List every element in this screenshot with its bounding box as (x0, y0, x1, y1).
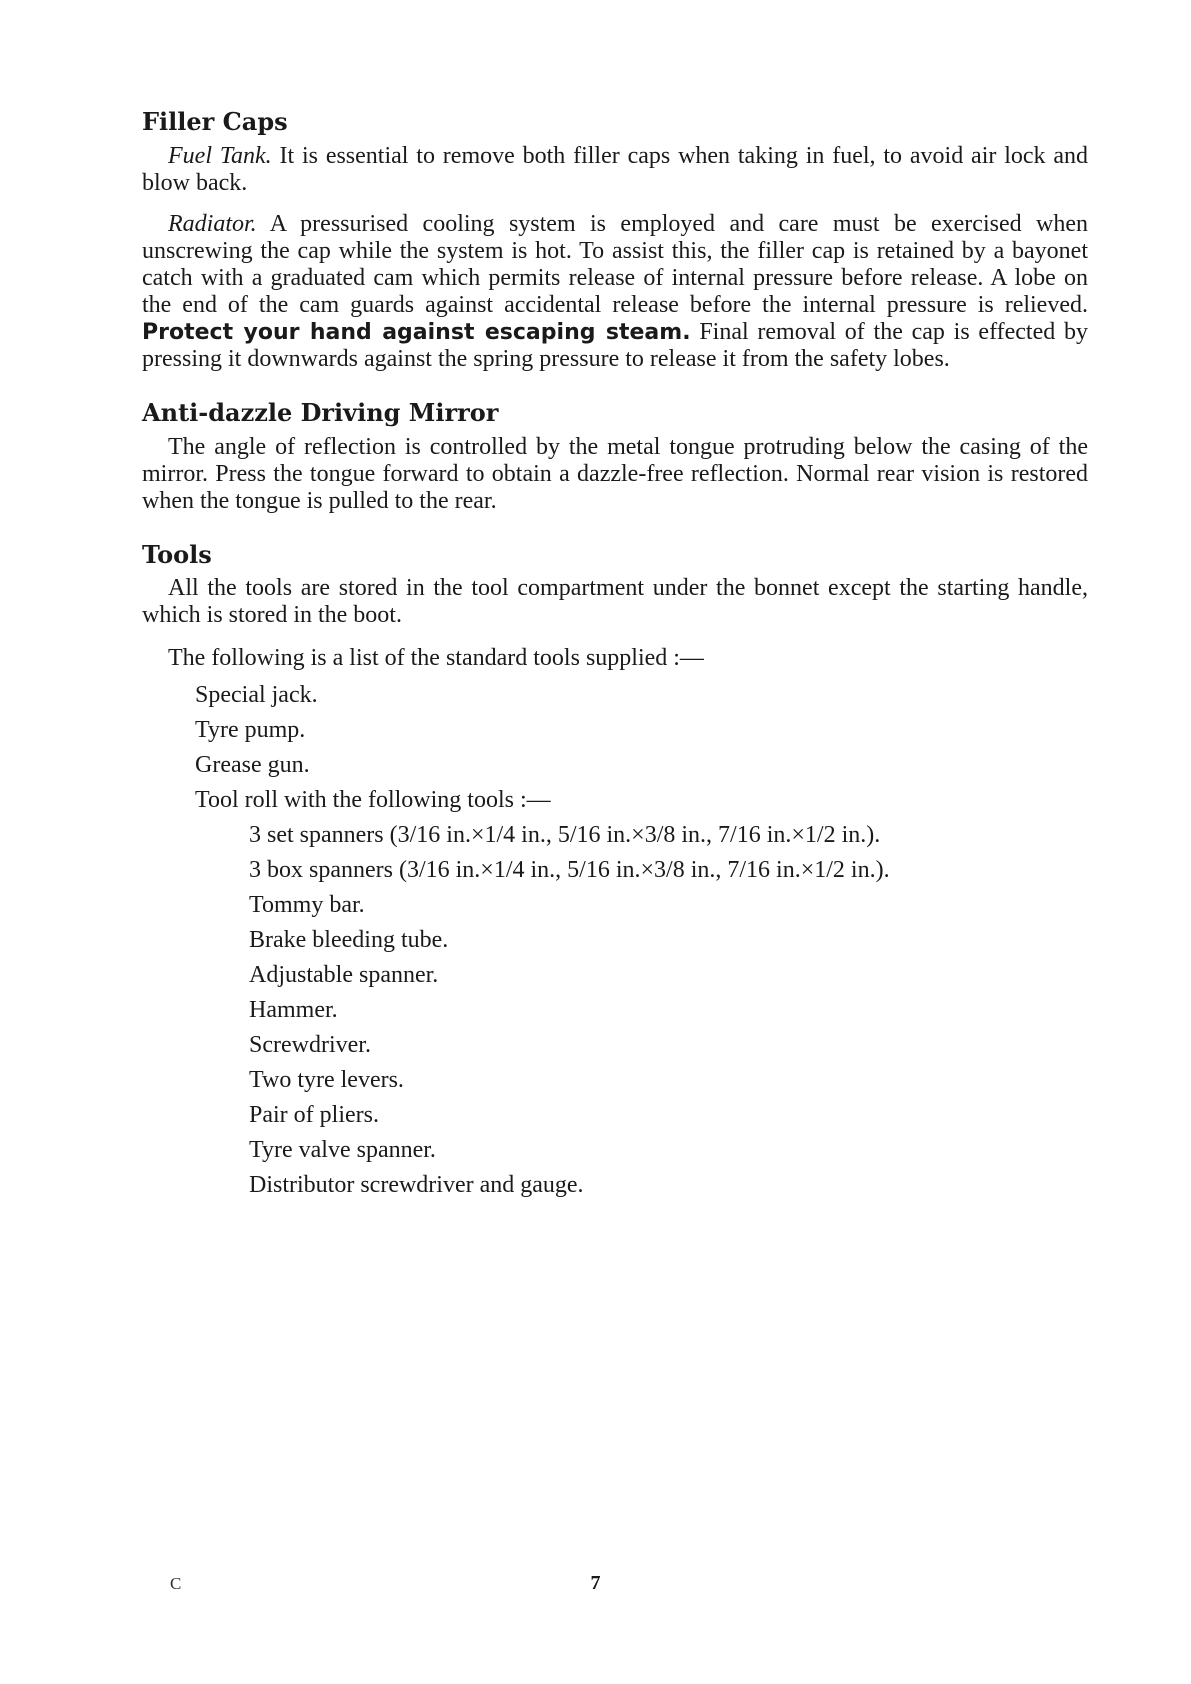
list-item: Tyre pump. (195, 717, 306, 744)
list-item: 3 box spanners (3/16 in.×1/4 in., 5/16 in.×3/8 in., 7/16 in.×1/2 in.). (249, 857, 890, 884)
list-item: Adjustable spanner. (249, 962, 439, 989)
signature-mark: C (170, 1574, 182, 1593)
page-content (142, 108, 1088, 1203)
tool-roll-label: Tool roll with the following tools :— (195, 787, 551, 814)
tools-heading: Tools (142, 539, 212, 569)
radiator-paragraph (142, 211, 1088, 373)
list-item: Hammer. (249, 997, 338, 1024)
standard-tools-list (142, 678, 1088, 1203)
list-item: Screwdriver. (249, 1032, 371, 1059)
list-item: Two tyre levers. (249, 1067, 404, 1094)
list-item: Distributor screwdriver and gauge. (249, 1172, 584, 1199)
fuel-tank-text: It is essential to remove both filler caps when taking in fuel, to avoid air lock and blow back. (142, 142, 1089, 196)
filler-caps-heading: Filler Caps (142, 107, 288, 136)
tools-list-intro: The following is a list of the standard tools supplied :— (168, 645, 704, 672)
mirror-heading: Anti-dazzle Driving Mirror (142, 397, 499, 427)
tool-roll-item (195, 783, 1088, 1203)
radiator-text: A pressurised cooling system is employed and care must be exercised when unscrewing the cap while the system is hot. To assist this, the filler cap is retained by a bayonet catch with a graduated cam which permits release of internal pressure before release. A lobe on the end of the cam guards against accidental release before the internal pressure is relieved. (142, 210, 1088, 318)
page-number: 7 (590, 1572, 601, 1594)
tools-storage-paragraph: All the tools are stored in the tool compartment under the bonnet except the starting handle, which is stored in the boot. (142, 575, 1088, 629)
radiator-text-after: Final removal of the cap is effected by pressing it downwards against the spring pressure to release it from the safety lobes. (142, 318, 1089, 372)
fuel-tank-label: Fuel Tank. (168, 142, 272, 169)
fuel-tank-paragraph (142, 143, 1088, 197)
list-item: Grease gun. (195, 752, 310, 779)
list-item: 3 set spanners (3/16 in.×1/4 in., 5/16 in.×3/8 in., 7/16 in.×1/2 in.). (249, 822, 881, 849)
list-item: Special jack. (195, 682, 318, 709)
tool-roll-list (195, 818, 1088, 1203)
steam-warning: Protect your hand against escaping steam. (142, 319, 691, 345)
radiator-label: Radiator. (168, 210, 257, 237)
list-item: Pair of pliers. (249, 1102, 379, 1129)
list-item: Tommy bar. (249, 892, 365, 919)
list-item: Tyre valve spanner. (249, 1137, 436, 1164)
mirror-paragraph: The angle of reflection is controlled by the metal tongue protruding below the casing of the mirror. Press the tongue forward to obtain a dazzle-free reflection. Normal rear vision is restored when the tongue is pulled to the rear. (142, 433, 1088, 514)
list-item: Brake bleeding tube. (249, 927, 449, 954)
